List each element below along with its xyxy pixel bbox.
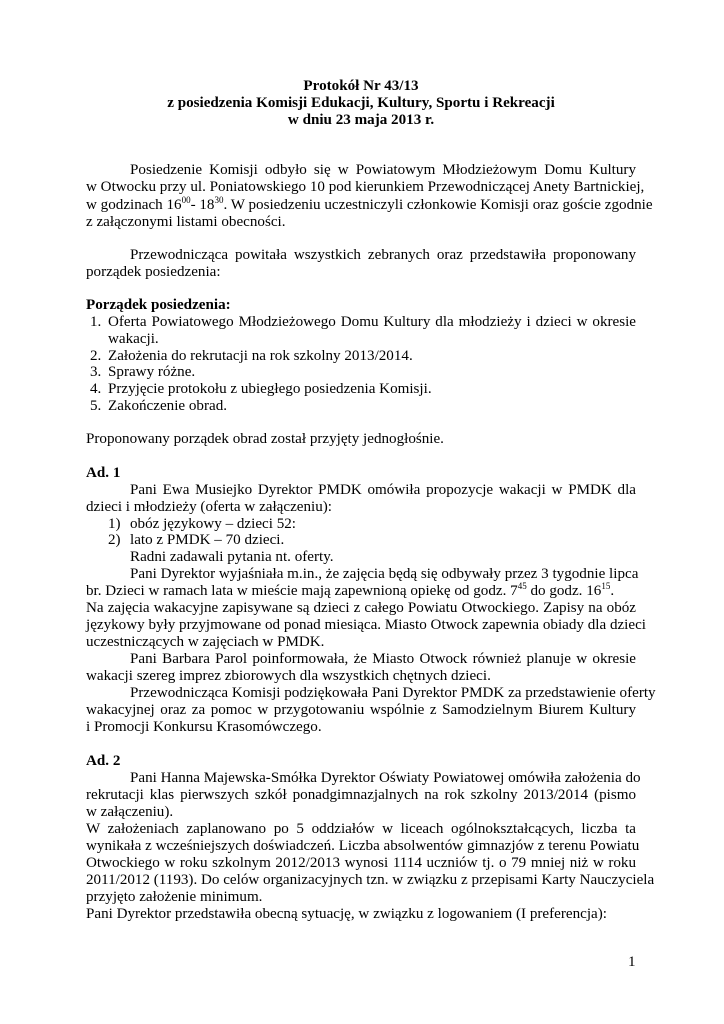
intro-line: z załączonymi listami obecności. <box>86 214 286 230</box>
ad1-questions: Radni zadawali pytania nt. oferty. <box>130 549 334 565</box>
ad2-paragraph-line: 2011/2012 (1193). Do celów organizacyjnych tzn. w związku z przepisami Karty Nauczyciela <box>86 872 655 888</box>
agenda-item-number: 2. <box>90 348 102 364</box>
ad1-hours-line: br. Dzieci w ramach lata w mieście mają zapewnioną opiekę od godz. $7^{45}$ do godz. $16^{15}$. <box>86 581 615 599</box>
ad2-paragraph-line: rekrutacji klas pierwszych szkół ponadgimnazjalnych na rok szkolny 2013/2014 (pismo <box>86 787 636 803</box>
ad1-paragraph-line: wakacyjnej oraz za pomoc w przygotowaniu wspólnie z Samodzielnym Biurem Kultury <box>86 702 636 718</box>
agenda-item: Sprawy różne. <box>108 364 196 380</box>
ad2-paragraph-line: W założeniach zaplanowano po 5 oddziałów w liceach ogólnokształcących, liczba ta <box>86 821 636 837</box>
welcome-line: porządek posiedzenia: <box>86 264 221 280</box>
ad1-paragraph-line: Pani Ewa Musiejko Dyrektor PMDK omówiła propozycje wakacji w PMDK dla <box>130 482 636 498</box>
ad2-paragraph-line: Otwockiego w roku szkolnym 2012/2013 wynosi 1114 uczniów tj. o 79 mniej niż w roku <box>86 855 636 871</box>
ad1-paragraph-line: Przewodnicząca Komisji podziękowała Pani Dyrektor PMDK za przedstawienie oferty <box>130 685 656 701</box>
intro-line-hours: w godzinach $16^{00}-$ $18^{30}$. W posiedzeniu uczestniczyli członkowie Komisji oraz goście zgodnie <box>86 195 653 213</box>
ad1-list-item: obóz językowy – dzieci 52: <box>130 516 296 532</box>
agenda-item: Przyjęcie protokołu z ubiegłego posiedzenia Komisji. <box>108 381 432 397</box>
ad1-paragraph-line: językowy były przyjmowane od ponad miesiąca. Miasto Otwock zapewnia obiady dla dzieci <box>86 617 646 633</box>
agenda-item: Założenia do rekrutacji na rok szkolny 2013/2014. <box>108 348 413 364</box>
intro-line: Posiedzenie Komisji odbyło się w Powiatowym Młodzieżowym Domu Kultury <box>130 162 636 178</box>
ad1-heading: Ad. 1 <box>86 465 121 481</box>
ad2-heading: Ad. 2 <box>86 753 121 769</box>
ad1-paragraph-line: i Promocji Konkursu Krasomówczego. <box>86 719 322 735</box>
agenda-item-number: 4. <box>90 381 102 397</box>
ad1-paragraph-line: dzieci i młodzieży (oferta w załączeniu): <box>86 499 332 515</box>
agenda-heading: Porządek posiedzenia: <box>86 297 231 313</box>
agenda-item-continued: wakacji. <box>108 331 159 347</box>
page-number: 1 <box>628 954 636 970</box>
ad2-paragraph-line: w załączeniu). <box>86 804 174 820</box>
ad2-paragraph-line: wynikała z wcześniejszych doświadczeń. Liczba absolwentów gimnazjów z terenu Powiatu <box>86 838 640 854</box>
agenda-item-number: 3. <box>90 364 102 380</box>
agenda-item: Oferta Powiatowego Młodzieżowego Domu Kultury dla młodzieży i dzieci w okresie <box>108 314 636 330</box>
ad1-paragraph-line: Pani Barbara Parol poinformowała, że Miasto Otwock również planuje w okresie <box>130 651 636 667</box>
document-date: w dniu 23 maja 2013 r. <box>287 112 435 128</box>
ad2-paragraph-line: Pani Hanna Majewska-Smółka Dyrektor Oświaty Powiatowej omówiła założenia do <box>130 770 641 786</box>
ad1-paragraph-line: wakacji szereg imprez zbiorowych dla wszystkich chętnych dzieci. <box>86 668 491 684</box>
ad2-paragraph-line: Pani Dyrektor przedstawiła obecną sytuację, w związku z logowaniem (I preferencja): <box>86 906 607 922</box>
ad1-paragraph-line: Pani Dyrektor wyjaśniała m.in., że zajęcia będą się odbywały przez 3 tygodnie lipca <box>130 566 639 582</box>
ad1-paragraph-line: uczestniczących w zajęciach w PMDK. <box>86 634 325 650</box>
document-title: Protokół Nr 43/13 <box>303 78 419 94</box>
ad1-list-item: lato z PMDK – 70 dzieci. <box>130 532 285 548</box>
agenda-item-number: 1. <box>90 314 102 330</box>
ad1-list-number: 1) <box>108 516 121 532</box>
ad1-list-number: 2) <box>108 532 121 548</box>
welcome-line: Przewodnicząca powitała wszystkich zebranych oraz przedstawiła proponowany <box>130 247 636 263</box>
intro-line: w Otwocku przy ul. Poniatowskiego 10 pod kierunkiem Przewodniczącej Anety Bartnickiej, <box>86 179 645 195</box>
ad2-paragraph-line: przyjęto założenie minimum. <box>86 889 263 905</box>
document-subtitle: z posiedzenia Komisji Edukacji, Kultury, Sportu i Rekreacji <box>167 95 555 111</box>
ad1-paragraph-line: Na zajęcia wakacyjne zapisywane są dzieci z całego Powiatu Otwockiego. Zapisy na obóz <box>86 600 636 616</box>
agenda-item-number: 5. <box>90 398 102 414</box>
agenda-item: Zakończenie obrad. <box>108 398 228 414</box>
agenda-accepted: Proponowany porządek obrad został przyjęty jednogłośnie. <box>86 431 444 447</box>
